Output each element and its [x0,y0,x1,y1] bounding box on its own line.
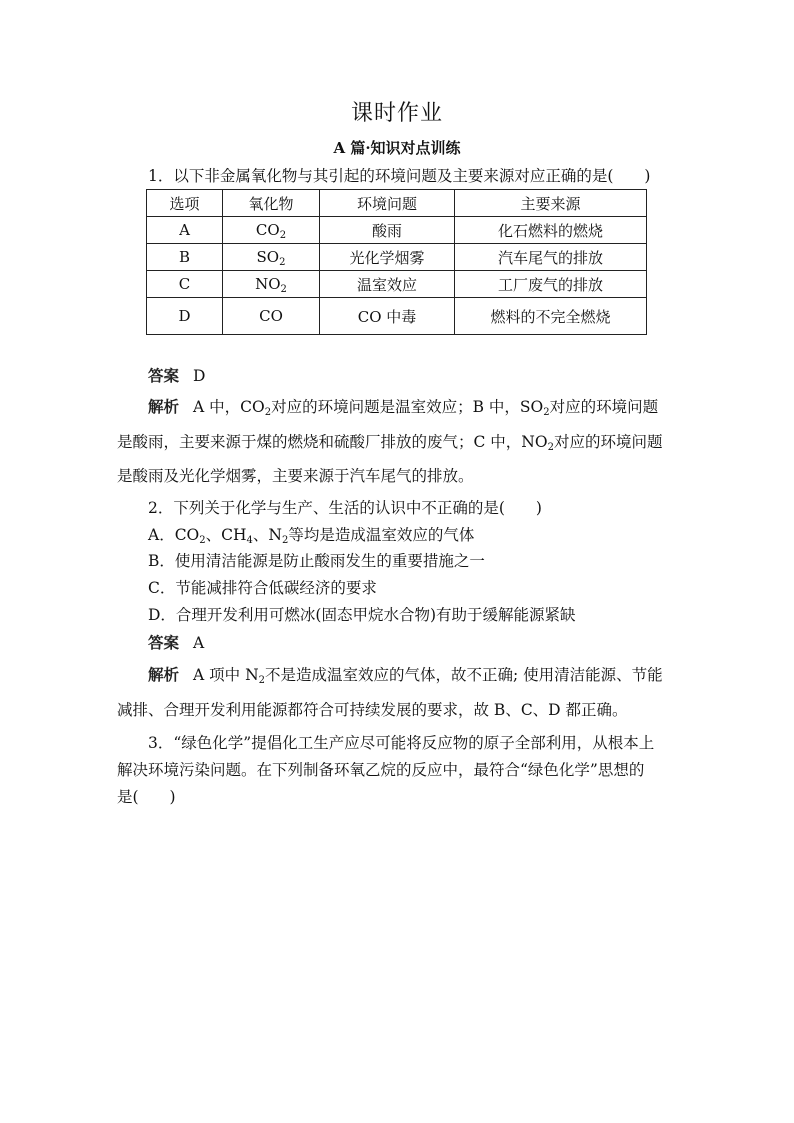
answer-value: D [193,367,206,385]
q2-option-d: D．合理开发利用可燃冰(固态甲烷水合物)有助于缓解能源紧缺 [148,606,576,624]
q2-answer [148,633,204,653]
table-header-cell: 主要来源 [455,190,647,217]
table-row [147,244,647,271]
table-row [147,298,647,335]
table-header-cell: 氧化物 [223,190,320,217]
source-cell: 汽车尾气的排放 [455,244,647,271]
issue-cell: 温室效应 [320,271,455,298]
analysis-label: 解析 [148,665,180,684]
q3-stem-line-1: 3．“绿色化学”提倡化工生产应尽可能将反应物的原子全部利用，从根本上 [148,734,655,752]
q2-option-c: C．节能减排符合低碳经济的要求 [148,579,377,597]
q1-answer [148,366,205,386]
answer-value: A [193,634,205,652]
option-cell: A [147,217,223,244]
q2-analysis-line-1: 解析 A 项中 $N_2$不是造成温室效应的气体，故不正确; 使用清洁能源、节能 [148,665,663,686]
section-subtitle: A 篇·知识对点训练 [333,139,461,157]
option-cell: C [147,271,223,298]
oxide-cell: $SO_2$ [223,244,320,271]
answer-label: 答案 [148,366,180,385]
issue-cell: CO 中毒 [320,298,455,335]
q2-option-b: B．使用清洁能源是防止酸雨发生的重要措施之一 [148,552,485,570]
table-row [147,271,647,298]
option-cell: B [147,244,223,271]
q2-stem: 2．下列关于化学与生产、生活的认识中不正确的是( ) [148,499,542,517]
q1-options-table [146,189,647,335]
q3-stem-line-3: 是( ) [117,788,176,806]
q1-stem: 1．以下非金属氧化物与其引起的环境问题及主要来源对应正确的是( ) [148,167,651,185]
issue-cell: 光化学烟雾 [320,244,455,271]
option-cell: D [147,298,223,335]
q3-stem-line-2: 解决环境污染问题。在下列制备环氧乙烷的反应中，最符合“绿色化学”思想的 [117,761,645,779]
q1-analysis-line-3: 是酸雨及光化学烟雾，主要来源于汽车尾气的排放。 [117,467,474,485]
source-cell: 燃料的不完全燃烧 [455,298,647,335]
oxide-cell: CO [223,298,320,335]
source-cell: 工厂废气的排放 [455,271,647,298]
page-title: 课时作业 [350,101,443,126]
issue-cell: 酸雨 [320,217,455,244]
q1-analysis-line-1: 解析 A 中，$CO_2$对应的环境问题是温室效应；B 中，$SO_2$对应的环境问题 [148,397,659,418]
table-header-cell: 选项 [147,190,223,217]
table-header-cell: 环境问题 [320,190,455,217]
table-row [147,217,647,244]
q1-analysis-line-2: 是酸雨，主要来源于煤的燃烧和硫酸厂排放的废气；C 中，$NO_2$对应的环境问题 [117,433,663,453]
oxide-cell: $CO_2$ [223,217,320,244]
q2-analysis-line-2: 减排、合理开发利用能源都符合可持续发展的要求，故 B、C、D 都正确。 [117,701,628,719]
answer-label: 答案 [148,633,180,652]
q2-option-a: A．$CO_2$、$CH_4$、$N_2$等均是造成温室效应的气体 [148,526,475,546]
oxide-cell: $NO_2$ [223,271,320,298]
source-cell: 化石燃料的燃烧 [455,217,647,244]
analysis-label: 解析 [148,397,180,416]
table-header-row [147,190,647,217]
